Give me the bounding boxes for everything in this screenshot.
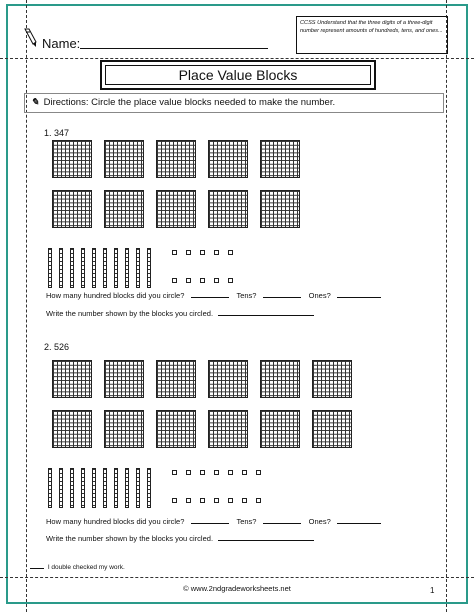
hundreds-block[interactable] <box>260 190 300 228</box>
tens-answer-field[interactable] <box>263 290 301 298</box>
check-text: I double checked my work. <box>47 564 125 571</box>
ones-block[interactable] <box>200 250 205 255</box>
hundreds-block[interactable] <box>52 360 92 398</box>
ones-question: Ones? <box>308 517 331 526</box>
ones-block[interactable] <box>200 498 205 503</box>
tens-block[interactable] <box>136 468 140 508</box>
name-label: Name: <box>42 36 81 51</box>
ones-block[interactable] <box>172 498 177 503</box>
hundreds-block[interactable] <box>156 140 196 178</box>
directions-box <box>24 93 444 113</box>
ones-block[interactable] <box>214 278 219 283</box>
ones-block[interactable] <box>214 470 219 475</box>
tens-answer-field[interactable] <box>263 516 301 524</box>
hundreds-block[interactable] <box>52 140 92 178</box>
tens-block[interactable] <box>147 248 151 288</box>
footer-copyright: © www.2ndgradeworksheets.net <box>183 584 291 593</box>
hundreds-block[interactable] <box>104 140 144 178</box>
ones-block[interactable] <box>186 470 191 475</box>
tens-block[interactable] <box>48 248 52 288</box>
pencil-icon <box>22 28 38 48</box>
name-field[interactable] <box>80 48 268 49</box>
tens-block[interactable] <box>147 468 151 508</box>
double-check-line <box>30 564 125 571</box>
ones-block[interactable] <box>242 470 247 475</box>
hundreds-block[interactable] <box>156 410 196 448</box>
hundreds-answer-field[interactable] <box>191 290 229 298</box>
tens-block[interactable] <box>59 468 63 508</box>
hundreds-block[interactable] <box>156 360 196 398</box>
write-number-question: Write the number shown by the blocks you circled. <box>46 309 214 318</box>
hundreds-block[interactable] <box>312 410 352 448</box>
tens-block[interactable] <box>114 248 118 288</box>
tens-block[interactable] <box>70 248 74 288</box>
cut-line-top <box>0 58 474 59</box>
tens-block[interactable] <box>103 468 107 508</box>
tens-block[interactable] <box>103 248 107 288</box>
hundreds-block[interactable] <box>208 360 248 398</box>
hundreds-question: How many hundred blocks did you circle? <box>46 517 185 526</box>
problem-1-label: 1. 347 <box>44 128 70 138</box>
hundreds-block[interactable] <box>104 190 144 228</box>
problem-2-question-2 <box>46 533 314 543</box>
tens-block[interactable] <box>59 248 63 288</box>
hundreds-block[interactable] <box>208 190 248 228</box>
tens-question: Tens? <box>236 291 257 300</box>
tens-block[interactable] <box>114 468 118 508</box>
cut-line-bottom <box>0 577 474 578</box>
problem-1-question-1 <box>46 290 381 300</box>
problem-2-question-1 <box>46 516 381 526</box>
hundreds-block[interactable] <box>208 410 248 448</box>
cut-line-left <box>26 0 27 612</box>
problem-1-question-2 <box>46 308 314 318</box>
write-number-question: Write the number shown by the blocks you circled. <box>46 534 214 543</box>
title-box <box>100 60 376 90</box>
tens-block[interactable] <box>92 248 96 288</box>
tens-block[interactable] <box>81 468 85 508</box>
page-number: 1 <box>430 586 435 595</box>
hundreds-block[interactable] <box>52 410 92 448</box>
ones-block[interactable] <box>228 278 233 283</box>
ones-block[interactable] <box>172 278 177 283</box>
problem-2-label: 2. 526 <box>44 342 70 352</box>
tens-block[interactable] <box>125 468 129 508</box>
ones-block[interactable] <box>256 470 261 475</box>
number-answer-field[interactable] <box>218 308 314 316</box>
ones-block[interactable] <box>186 250 191 255</box>
ones-block[interactable] <box>256 498 261 503</box>
ones-block[interactable] <box>214 250 219 255</box>
hundreds-block[interactable] <box>104 410 144 448</box>
ones-block[interactable] <box>200 278 205 283</box>
tens-block[interactable] <box>92 468 96 508</box>
ones-question: Ones? <box>308 291 331 300</box>
hundreds-block[interactable] <box>260 410 300 448</box>
cut-line-right <box>446 0 447 612</box>
directions-text: Directions: Circle the place value blocks needed to make the number. <box>43 97 336 108</box>
ones-block[interactable] <box>228 498 233 503</box>
ones-answer-field[interactable] <box>337 516 381 524</box>
ones-block[interactable] <box>186 498 191 503</box>
hundreds-block[interactable] <box>52 190 92 228</box>
ones-block[interactable] <box>228 250 233 255</box>
check-field[interactable] <box>30 568 44 569</box>
tens-block[interactable] <box>70 468 74 508</box>
tens-block[interactable] <box>136 248 140 288</box>
ones-block[interactable] <box>242 498 247 503</box>
hundreds-answer-field[interactable] <box>191 516 229 524</box>
hundreds-block[interactable] <box>260 140 300 178</box>
ones-block[interactable] <box>172 470 177 475</box>
hundreds-block[interactable] <box>260 360 300 398</box>
tens-block[interactable] <box>125 248 129 288</box>
page-title: Place Value Blocks <box>105 65 371 85</box>
hundreds-block[interactable] <box>104 360 144 398</box>
tens-block[interactable] <box>81 248 85 288</box>
hundreds-block[interactable] <box>208 140 248 178</box>
tens-question: Tens? <box>236 517 257 526</box>
pencil-icon: ✎ <box>31 97 39 108</box>
hundreds-block[interactable] <box>312 360 352 398</box>
ones-block[interactable] <box>214 498 219 503</box>
number-answer-field[interactable] <box>218 533 314 541</box>
ones-block[interactable] <box>186 278 191 283</box>
ones-block[interactable] <box>228 470 233 475</box>
ones-answer-field[interactable] <box>337 290 381 298</box>
ones-block[interactable] <box>200 470 205 475</box>
hundreds-question: How many hundred blocks did you circle? <box>46 291 185 300</box>
hundreds-block[interactable] <box>156 190 196 228</box>
tens-block[interactable] <box>48 468 52 508</box>
ones-block[interactable] <box>172 250 177 255</box>
ccss-standard-box: CCSS Understand that the three digits of a three-digit number represent amounts of hundreds, tens, and ones... <box>296 16 448 54</box>
